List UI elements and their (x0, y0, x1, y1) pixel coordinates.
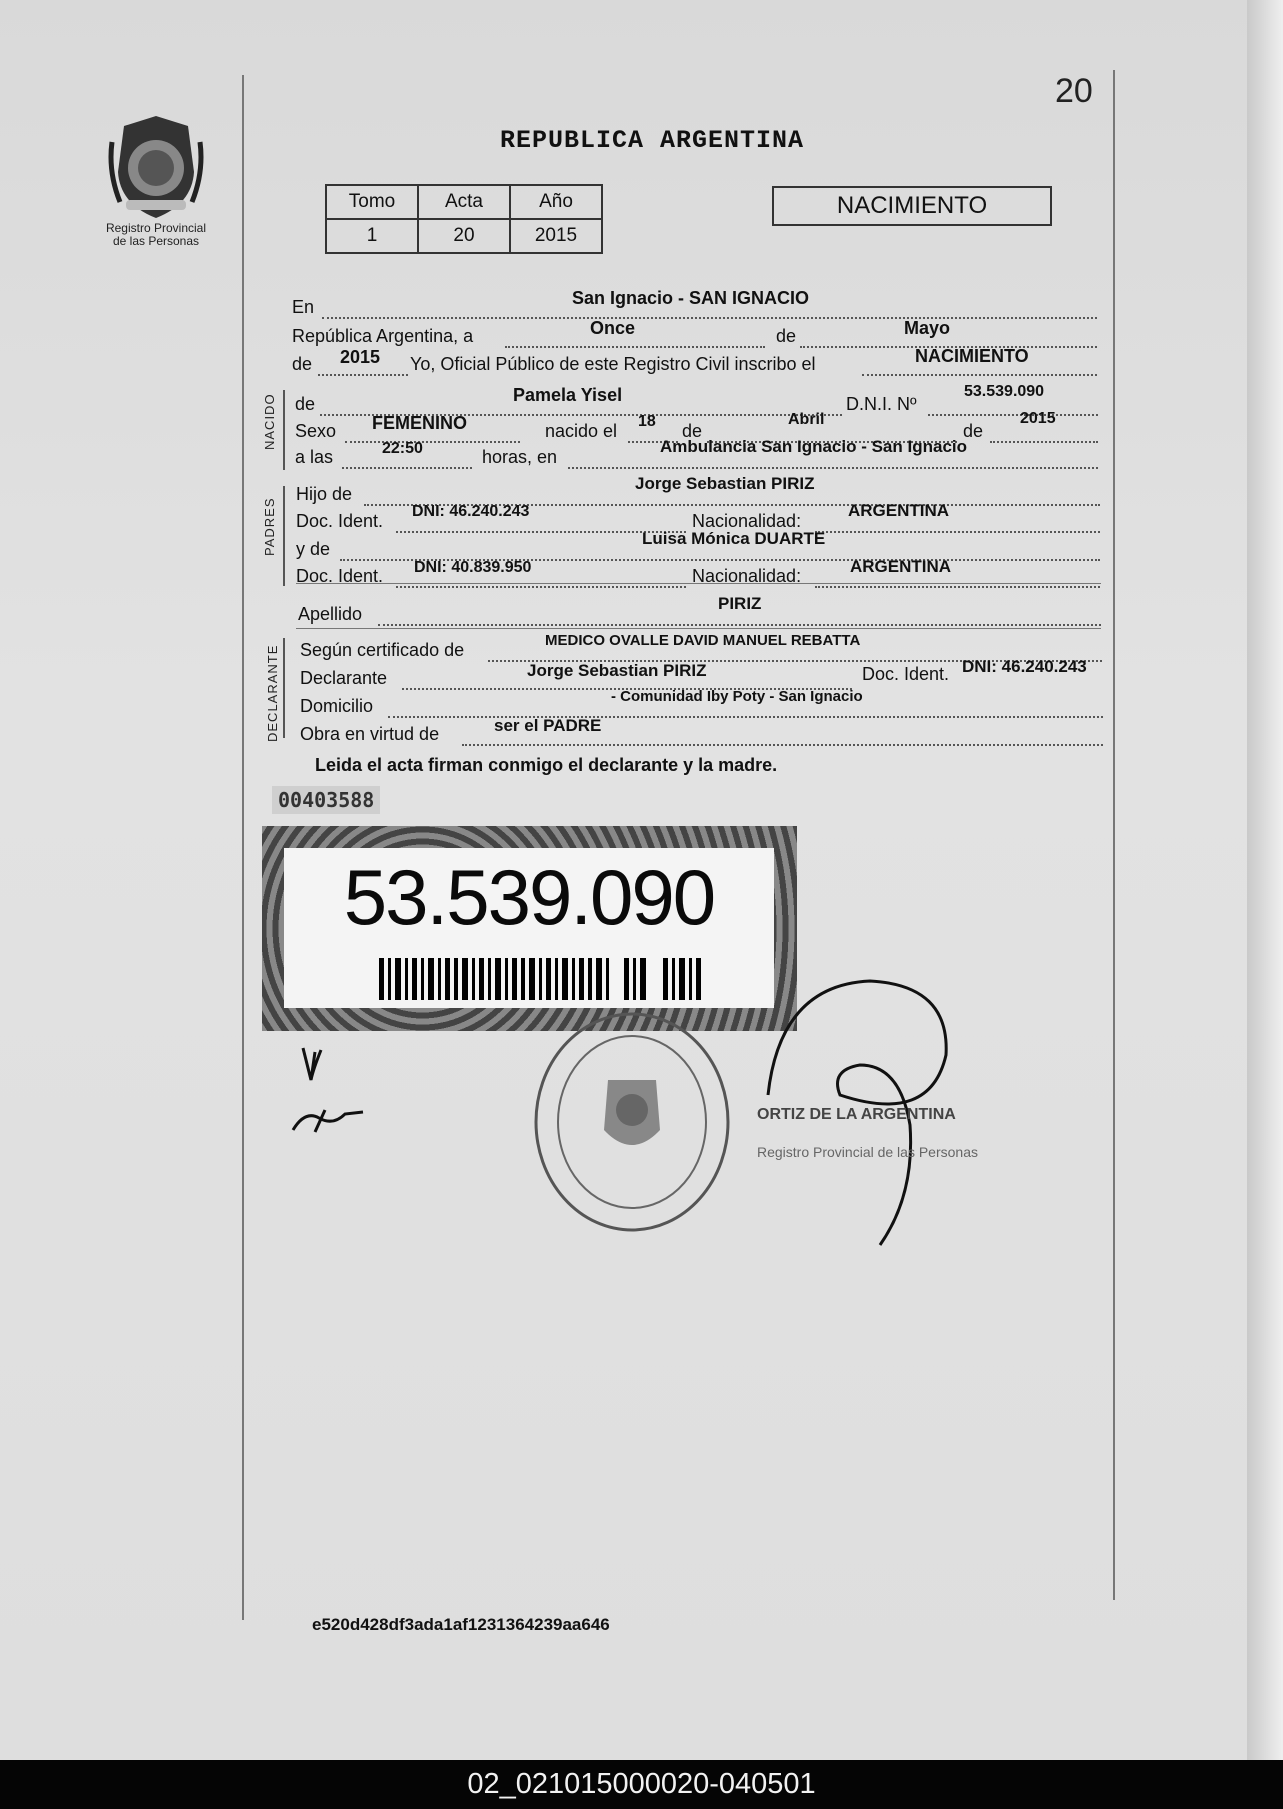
divider (296, 583, 1101, 584)
de-label: de (963, 421, 984, 441)
republica-label: República Argentina, a (292, 326, 474, 346)
declarant-name: Jorge Sebastian PIRIZ (527, 661, 707, 680)
domicilio-label: Domicilio (300, 696, 374, 716)
birth-place: Ambulancia San Ignacio - San Ignacio (660, 437, 968, 456)
header-acta: Acta (418, 185, 510, 219)
doc-label: Doc. Ident. (296, 566, 384, 586)
nacionalidad-label: Nacionalidad: (692, 511, 802, 531)
en-label: En (292, 297, 315, 317)
father-nationality: ARGENTINA (848, 501, 950, 520)
child-dni: 53.539.090 (964, 383, 1045, 400)
day-value: Once (590, 318, 636, 338)
sticker-number: 53.539.090 (343, 853, 715, 941)
cert-label: Según certificado de (300, 640, 465, 660)
divider (296, 628, 1101, 629)
padres-section-label: PADRES (262, 497, 277, 556)
provincial-seal-icon (106, 112, 206, 222)
section-divider (283, 390, 285, 470)
official-stamp-icon (530, 1010, 735, 1235)
page-edge (1247, 0, 1283, 1760)
de-label: de (682, 421, 703, 441)
father-name: Jorge Sebastian PIRIZ (635, 474, 815, 493)
section-divider (283, 486, 285, 586)
nacionalidad-label: Nacionalidad: (692, 566, 802, 586)
mother-nationality: ARGENTINA (850, 557, 952, 576)
registry-table (325, 184, 603, 254)
dni-sticker (262, 826, 797, 1031)
year-value: 2015 (340, 347, 381, 367)
value-tomo: 1 (326, 219, 418, 253)
declarante-label: Declarante (300, 668, 388, 688)
horas-label: horas, en (482, 447, 558, 467)
sticker-label (284, 848, 774, 1008)
declarant-doc: DNI: 46.240.243 (962, 657, 1087, 676)
child-name: Pamela Yisel (513, 385, 623, 405)
value-anio: 2015 (510, 219, 602, 253)
closing-statement: Leida el acta firman conmigo el declarante y la madre. (315, 755, 778, 775)
sex-value: FEMENINO (372, 413, 468, 433)
sexo-label: Sexo (295, 421, 337, 441)
de-label: de (292, 354, 313, 374)
mother-name: Luisa Mónica DUARTE (642, 529, 826, 548)
nacido-label: nacido el (545, 421, 618, 441)
father-doc: DNI: 46.240.243 (412, 503, 530, 520)
alas-label: a las (295, 447, 334, 467)
apellido-label: Apellido (298, 604, 363, 624)
de-label: de (776, 326, 797, 346)
birth-month: Abril (788, 411, 825, 428)
section-divider (283, 638, 285, 738)
header-anio: Año (510, 185, 602, 219)
nacido-section-label: NACIDO (262, 393, 277, 450)
de-label: de (295, 394, 316, 414)
initials-signature-icon (285, 1040, 375, 1140)
serial-number: 00403588 (272, 786, 380, 814)
inscribo-label: Yo, Oficial Público de este Registro Civil inscribo el (410, 354, 816, 374)
country-title: REPUBLICA ARGENTINA (500, 126, 805, 155)
left-margin-line (242, 75, 244, 1620)
header-tomo: Tomo (326, 185, 418, 219)
page-number: 20 (1055, 72, 1093, 110)
obra-label: Obra en virtud de (300, 724, 440, 744)
yde-label: y de (296, 539, 331, 559)
obra-value: ser el PADRE (494, 716, 602, 735)
signer-office: Registro Provincial de las Personas (757, 1144, 978, 1160)
signer-name: ORTIZ DE LA ARGENTINA (757, 1106, 956, 1123)
document-hash: e520d428df3ada1af1231364239aa646 (312, 1615, 610, 1634)
barcode-icon (379, 958, 709, 1000)
doc-label: Doc. Ident. (296, 511, 384, 531)
inscribo-value: NACIMIENTO (915, 346, 1029, 366)
act-type-box: NACIMIENTO (772, 186, 1052, 226)
address-value: - Comunidad Iby Poty - San Ignacio (611, 688, 863, 705)
registry-logo (96, 112, 216, 248)
mother-doc: DNI: 40.839.950 (414, 559, 532, 576)
surname-value: PIRIZ (718, 594, 762, 613)
right-margin-line (1113, 70, 1115, 1600)
logo-caption-2: de las Personas (112, 234, 200, 248)
declarante-section-label: DECLARANTE (265, 644, 280, 742)
cert-value: MEDICO OVALLE DAVID MANUEL REBATTA (545, 632, 861, 649)
dni-label: D.N.I. Nº (846, 394, 917, 414)
birth-time: 22:50 (382, 440, 423, 457)
value-acta: 20 (418, 219, 510, 253)
hijo-label: Hijo de (296, 484, 353, 504)
month-value: Mayo (904, 318, 951, 338)
doc-label: Doc. Ident. (862, 664, 950, 684)
file-caption: 02_021015000020-040501 (0, 1760, 1283, 1809)
birth-day: 18 (638, 413, 656, 430)
logo-caption-1: Registro Provincial (105, 221, 207, 235)
place-value: San Ignacio - SAN IGNACIO (572, 288, 810, 308)
birth-year: 2015 (1020, 410, 1056, 427)
